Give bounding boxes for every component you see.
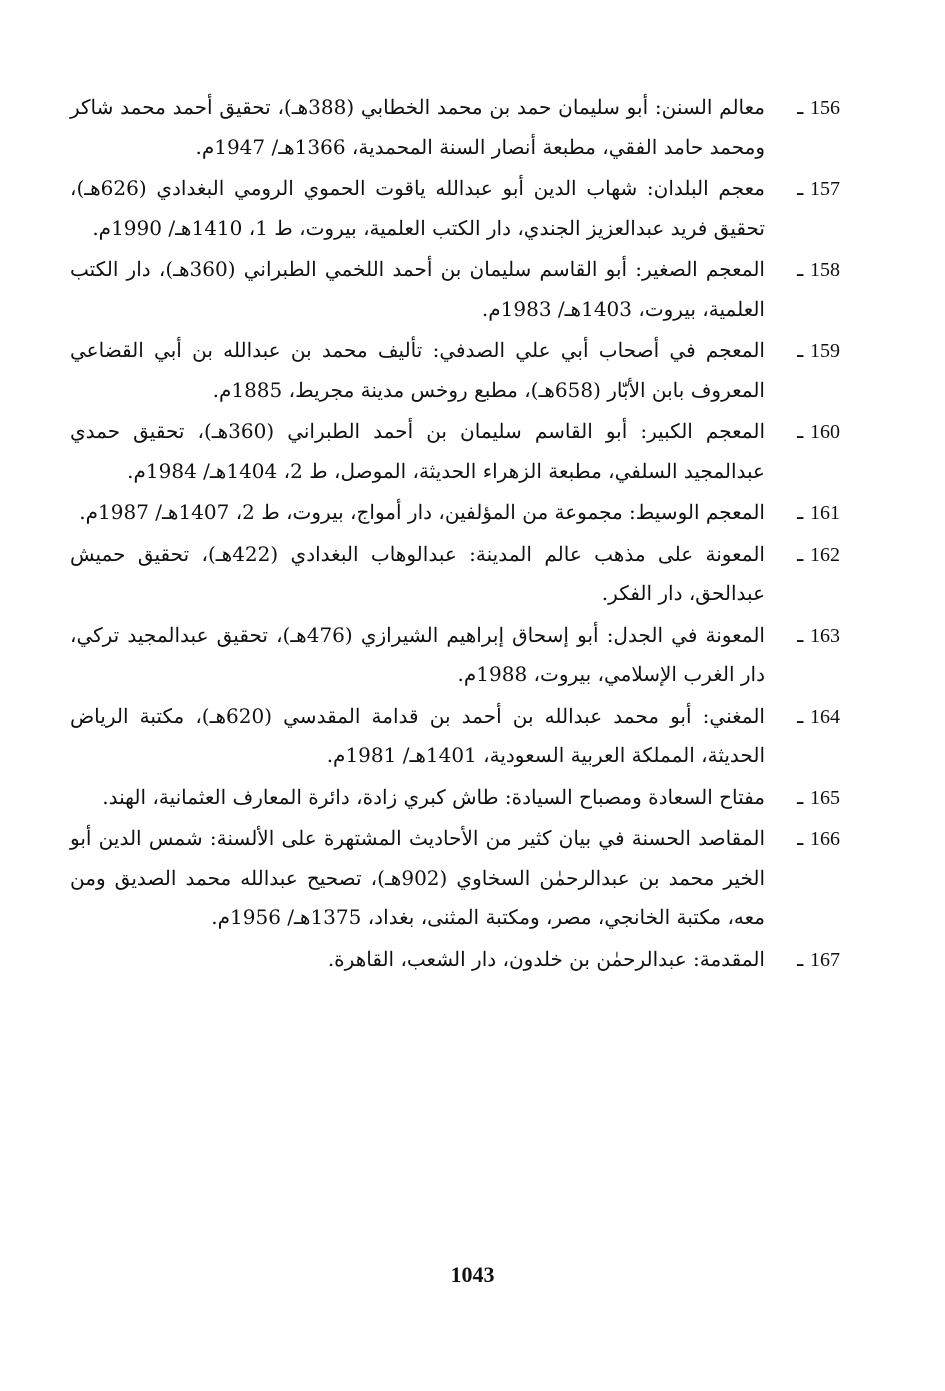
entry-number: 166 ـ	[797, 826, 840, 850]
entry-number: 159 ـ	[797, 338, 840, 362]
bibliography-list	[70, 88, 840, 981]
entry-text: مفتاح السعادة ومصباح السيادة: طاش كبري زادة، دائرة المعارف العثمانية، الهند.	[102, 784, 765, 809]
list-item	[70, 250, 840, 329]
entry-text: المقاصد الحسنة في بيان كثير من الأحاديث المشتهرة على الألسنة: شمس الدين أبو الخير محمد بن عبدالرحمٰن السخاوي (902هـ)، تصحيح عبدالله محمد الصديق ومن معه، مكتبة الخانجي، مصر، ومكتبة المثنى، بغداد، 1375هـ/ 1956م.	[70, 826, 766, 929]
list-item	[70, 940, 840, 980]
entry-text: المعجم الكبير: أبو القاسم سليمان بن أحمد الطبراني (360هـ)، تحقيق حمدي عبدالمجيد السلفي، مطبعة الزهراء الحديثة، الموصل، ط 2، 1404هـ/ 1984م.	[70, 419, 765, 483]
entry-number: 165 ـ	[797, 784, 840, 809]
list-item	[70, 697, 840, 776]
list-item	[70, 412, 840, 491]
entry-text: المعونة في الجدل: أبو إسحاق إبراهيم الشيرازي (476هـ)، تحقيق عبدالمجيد تركي، دار الغرب الإسلامي، بيروت، 1988م.	[70, 622, 765, 686]
entry-number: 156 ـ	[797, 95, 840, 119]
list-item	[70, 535, 840, 614]
entry-text: المعجم الصغير: أبو القاسم سليمان بن أحمد اللخمي الطبراني (360هـ)، دار الكتب العلمية، بيروت، 1403هـ/ 1983م.	[70, 257, 765, 321]
entry-text: المعونة على مذهب عالم المدينة: عبدالوهاب البغدادي (422هـ)، تحقيق حميش عبدالحق، دار الفكر.	[70, 541, 765, 605]
entry-number: 161 ـ	[797, 500, 840, 524]
entry-number: 163 ـ	[797, 622, 840, 647]
entry-text: المغني: أبو محمد عبدالله بن أحمد بن قدامة المقدسي (620هـ)، مكتبة الرياض الحديثة، المملكة العربية السعودية، 1401هـ/ 1981م.	[70, 703, 765, 767]
list-item	[70, 169, 840, 248]
list-item	[70, 616, 840, 695]
entry-number: 158 ـ	[797, 257, 840, 281]
entry-text: المعجم الوسيط: مجموعة من المؤلفين، دار أمواج، بيروت، ط 2، 1407هـ/ 1987م.	[79, 500, 765, 524]
entry-number: 162 ـ	[797, 541, 840, 566]
entry-text: المقدمة: عبدالرحمٰن بن خلدون، دار الشعب، القاهرة.	[327, 946, 765, 971]
list-item	[70, 493, 840, 533]
list-item	[70, 778, 840, 818]
list-item	[70, 819, 840, 938]
entry-number: 157 ـ	[797, 176, 840, 200]
entry-number: 167 ـ	[797, 946, 840, 971]
entry-number: 164 ـ	[797, 703, 840, 728]
entry-text: معالم السنن: أبو سليمان حمد بن محمد الخطابي (388هـ)، تحقيق أحمد محمد شاكر ومحمد حامد الفقي، مطبعة أنصار السنة المحمدية، 1366هـ/ 1947م.	[70, 95, 766, 159]
entry-number: 160 ـ	[797, 419, 840, 443]
list-item	[70, 331, 840, 410]
entry-text: المعجم في أصحاب أبي علي الصدفي: تأليف محمد بن عبدالله بن أبي القضاعي المعروف بابن الأبّار (658هـ)، مطبع روخس مدينة مجريط، 1885م.	[70, 338, 765, 402]
page-number: 1043	[450, 1262, 495, 1287]
list-item	[70, 88, 840, 167]
entry-text: معجم البلدان: شهاب الدين أبو عبدالله ياقوت الحموي الرومي البغدادي (626هـ)، تحقيق فريد عبدالعزيز الجندي، دار الكتب العلمية، بيروت، ط 1، 1410هـ/ 1990م.	[70, 176, 765, 240]
